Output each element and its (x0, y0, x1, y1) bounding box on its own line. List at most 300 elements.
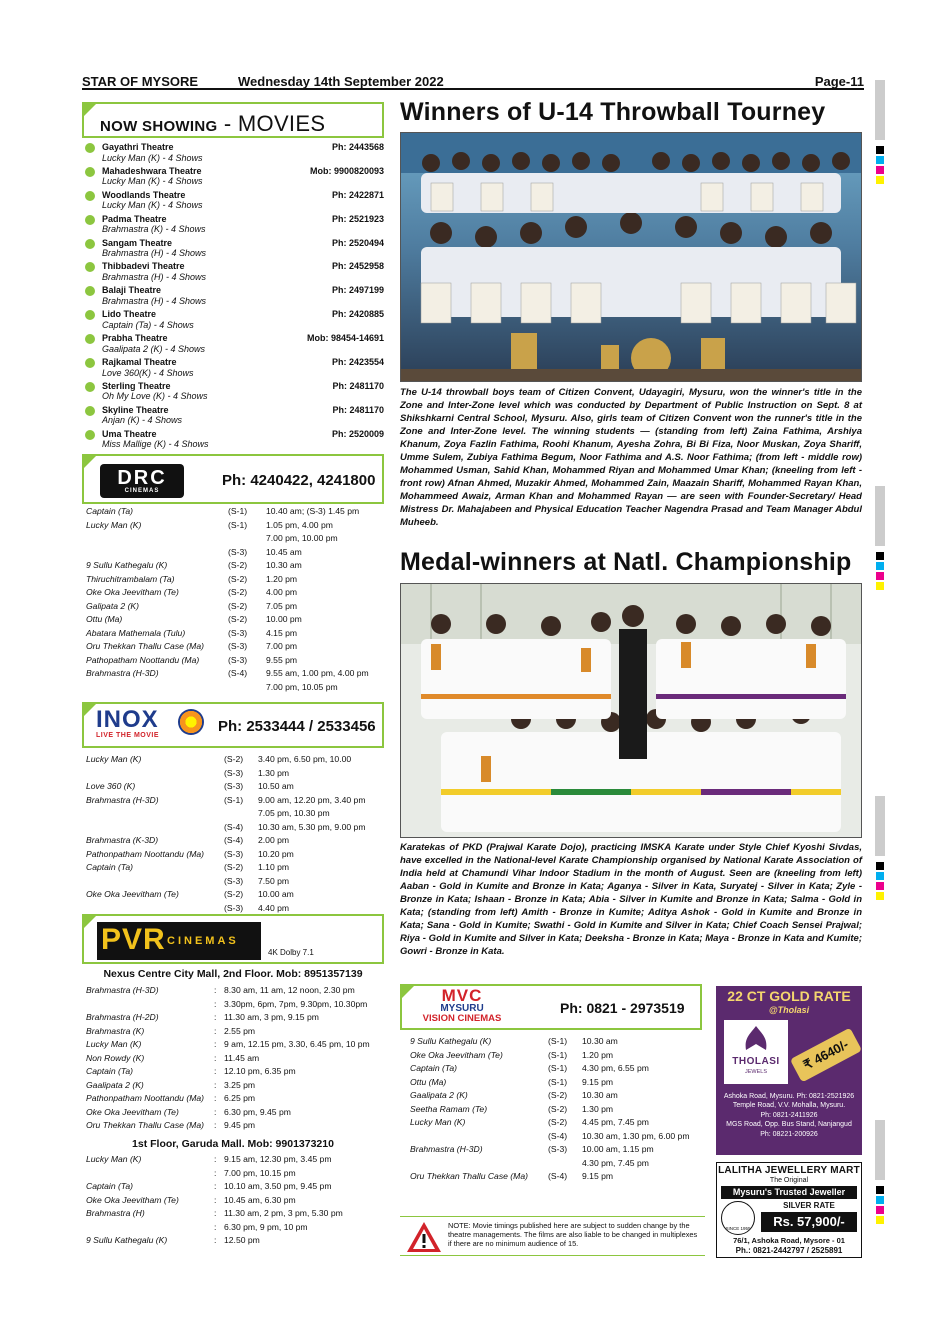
tholasi-emblem-icon (740, 1024, 772, 1054)
schedule-row (86, 600, 384, 614)
theatre-phone: Ph: 2443568 (331, 142, 384, 152)
show-times: 12.50 pm (224, 1235, 260, 1245)
registration-bar (875, 486, 885, 546)
theatre-item (82, 142, 384, 166)
schedule-row (86, 1025, 384, 1039)
separator-colon: : (214, 1221, 217, 1232)
film-title: Pathopatham Noottandu (Ma) (86, 654, 200, 665)
separator-colon: : (214, 1154, 217, 1164)
theatre-name: Balaji Theatre (102, 285, 162, 296)
show-times: 3.40 pm, 6.50 pm, 10.00 (258, 754, 352, 764)
theatre-phone: Ph: 2422871 (331, 189, 384, 200)
theatre-item (82, 214, 384, 238)
film-title: Brahmastra (H-3D) (410, 1144, 483, 1154)
show-times: 4.00 pm (266, 587, 298, 597)
show-times: 3.30pm, 6pm, 7pm, 9.30pm, 10.30pm (224, 998, 368, 1009)
issue-date: Wednesday 14th September 2022 (238, 74, 444, 89)
drc-logo: DRC CINEMAS (100, 464, 184, 498)
pvr-venue-garuda: 1st Floor, Garuda Mall. Mob: 9901373210 (132, 1138, 334, 1150)
film-title: Thiruchitrambalam (Ta) (86, 573, 175, 584)
schedule-row (86, 640, 384, 654)
pvr-logo: PVR CINEMAS (97, 922, 261, 960)
theatre-item (82, 309, 384, 333)
schedule-row (86, 1167, 384, 1181)
theatre-name: Thibbadevi Theatre (102, 261, 185, 272)
gold-rate-title: 22 CT GOLD RATE (727, 988, 851, 1004)
show-times: 10.00 am (258, 889, 294, 899)
karate-medalists-photo (401, 584, 862, 838)
film-title: Captain (Ta) (86, 862, 133, 872)
separator-colon: : (214, 1052, 217, 1063)
theatre-phone: Ph: 2420885 (331, 309, 384, 320)
show-times: 9.45 pm (224, 1120, 256, 1130)
bullet-icon (85, 310, 95, 320)
show-times: 1.20 pm (582, 1049, 614, 1060)
screen-number: (S-1) (228, 519, 248, 530)
film-title: Oke Oka Jeevitham (Te) (86, 889, 179, 899)
show-times: 10.00 pm (266, 614, 302, 624)
show-times: 7.00 pm, 10.15 pm (224, 1167, 296, 1178)
inox-schedule (86, 753, 384, 915)
screen-number: (S-2) (228, 600, 248, 611)
theatre-shows: Miss Mallige (K) - 4 Shows (102, 439, 209, 450)
show-times: 1.30 pm (258, 767, 290, 778)
schedule-row (86, 1092, 384, 1106)
separator-colon: : (214, 1181, 217, 1191)
schedule-row (86, 1079, 384, 1093)
show-times: 9.55 am, 1.00 pm, 4.00 pm (266, 668, 369, 678)
schedule-row (86, 1052, 384, 1066)
show-times: 11.30 am, 3 pm, 9.15 pm (224, 1012, 319, 1022)
silver-rate-label: SILVER RATE (783, 1201, 835, 1210)
timing-note (400, 1216, 705, 1256)
bullet-icon (85, 382, 95, 392)
film-title: Captain (Ta) (86, 506, 133, 516)
film-title: Non Rowdy (K) (86, 1052, 145, 1063)
screen-number: (S-1) (228, 506, 248, 516)
show-times: 10.30 am, 5.30 pm, 9.00 pm (258, 821, 366, 832)
theatre-shows: Captain (Ta) - 4 Shows (102, 319, 194, 330)
theatre-phone: Ph: 2481170 (332, 380, 384, 391)
schedule-row (86, 888, 384, 902)
schedule-row (86, 848, 384, 862)
schedule-row (86, 834, 384, 848)
show-times: 1.20 pm (266, 573, 298, 584)
show-times: 10.40 am; (S-3) 1.45 pm (266, 506, 360, 516)
bullet-icon (85, 358, 95, 368)
theatre-shows: Lucky Man (K) - 4 Shows (102, 200, 203, 211)
story2-headline: Medal-winners at Natl. Championship (400, 548, 852, 576)
page-number: Page-11 (814, 74, 864, 89)
film-title: Oke Oka Jeevitham (Te) (410, 1049, 503, 1060)
show-times: 9.55 pm (266, 654, 298, 665)
show-times: 7.00 pm, 10.00 pm (266, 533, 338, 543)
theatre-shows: Lucky Man (K) - 4 Shows (102, 176, 203, 187)
schedule-row (86, 794, 384, 808)
schedule-row (86, 821, 384, 835)
theatre-name: Uma Theatre (102, 428, 157, 439)
separator-colon: : (214, 1208, 217, 1218)
theatre-item (82, 429, 384, 453)
schedule-row (86, 532, 384, 546)
show-times: 9.15 am, 12.30 pm, 3.45 pm (224, 1154, 332, 1164)
gold-price-tag: ₹ 4640/- (790, 1028, 862, 1083)
screen-number: (S-3) (228, 641, 248, 651)
theatre-shows: Brahmastra (H) - 4 Shows (102, 295, 207, 306)
theatre-item (82, 333, 384, 357)
film-title: Abatara Mathemala (Tulu) (86, 627, 186, 638)
story1-caption: The U-14 throwball boys team of Citizen Convent, Udayagiri, Mysuru, won the winner's title in the Zone and Inter-Zone level which was conducted by Department of Public Instruction on Sept. 8 at Shikshkarni Central School, Mysuru. Also, girls team of Citizen Convent won the runner's title in the Zone and Inter-Zone level. The winning students — (standing from left) Zaina Fathima, Arshiya Khanum, Zoya Fazlin Fathima, Roohi Khanum, Ayesha Zohra, Bi Bi Fiza, Noor Muskan, Zoya Shariff, Umme Sulem, Zubiya Fathima Begum, Noor Fathima and A.S. Noor Fathima; (from left - middle row) Mohammed Usman, Sahid Khan, Mohammed Riyan and Mohammed Umar Khan; (kneeling from left - front row) Afnan Ahmed, Muzakir Ahmed, Mohammed Zain, Maazain Shariff, Mohammed Rayan Khan, Mohammeed Awaiz, Arman Khan and Mohammed Rayan — are seen with Founder-Secretary/ Head Mistress Dr. Mahajabeen and Physical Education Teacher Nagendra Prasad and Team Manager Abdul Muheeb. (400, 387, 862, 528)
theatre-name: Padma Theatre (102, 213, 167, 224)
separator-colon: : (214, 1167, 217, 1178)
film-title: Brahmastra (H-3D) (86, 985, 159, 995)
schedule-row (86, 875, 384, 889)
show-times: 6.25 pm (224, 1093, 256, 1103)
film-title: 9 Sullu Kathegalu (K) (86, 560, 168, 570)
theatre-item (82, 285, 384, 309)
film-title: Lucky Man (K) (86, 519, 142, 530)
film-title: Oke Oka Jeevitham (Te) (86, 587, 179, 597)
separator-colon: : (214, 1025, 217, 1036)
film-title: Oru Thekkan Thallu Case (Ma) (86, 641, 204, 651)
theatre-item (82, 381, 384, 405)
story1-photo (400, 132, 862, 382)
theatre-name: Rajkamal Theatre (102, 357, 177, 368)
screen-number: (S-4) (224, 821, 244, 832)
show-times: 1.10 pm (258, 862, 290, 872)
screen-number: (S-1) (548, 1036, 568, 1046)
film-title: Oru Thekkan Thallu Case (Ma) (86, 1120, 204, 1130)
mvc-phone: Ph: 0821 - 2973519 (560, 1000, 685, 1016)
bullet-icon (85, 286, 95, 296)
screen-number: (S-2) (224, 889, 244, 899)
screen-number: (S-4) (548, 1171, 568, 1181)
screen-number: (S-1) (548, 1076, 568, 1087)
film-title: Captain (Ta) (86, 1066, 133, 1076)
separator-colon: : (214, 1194, 217, 1205)
schedule-row (86, 1038, 384, 1052)
film-title: Brahmastra (H-3D) (86, 668, 159, 678)
story2-photo (400, 583, 862, 838)
bullet-icon (85, 143, 95, 153)
theatre-name: Lido Theatre (102, 309, 157, 320)
tholasi-logo: THOLASI JEWELS (724, 1020, 788, 1084)
gold-rate-ad (716, 986, 862, 1155)
movies-label: MOVIES (237, 111, 326, 136)
show-times: 10.30 am, 1.30 pm, 6.00 pm (582, 1130, 690, 1141)
show-times: 10.50 am (258, 781, 294, 791)
film-title: Brahmastra (H-2D) (86, 1012, 159, 1022)
show-times: 3.25 pm (224, 1079, 256, 1090)
screen-number: (S-2) (224, 754, 244, 764)
show-times: 11.45 am (224, 1052, 260, 1063)
show-times: 4.30 pm, 6.55 pm (582, 1063, 649, 1073)
screen-number: (S-2) (548, 1117, 568, 1127)
story2-caption: Karatekas of PKD (Prajwal Karate Dojo), practicing IMSKA Karate under Style Chief Kyoshi Sivdas, have excelled in the National-level Karate Championship organised by National Karate Association of India held at Chamundi Vihar Indoor Stadium in the month of August. Seen are (kneeling from left) Aaban - Gold in Kumite and Bronze in Kata; Aganya - Silver in Kata, Suryatej - Silver in Kata; Zyle - Bronze in Kata; Ishaan - Bronze in Kata; Abia - Silver in Kumite and Bronze in Kata; Salma - Gold in Kata; (standing from left) Amith - Bronze in Kumite; Aditya Ashok - Gold in Kumite and Bronze in Kata; Sana - Gold in Kumite; Swathi - Gold in Kumite and Silver in Kata; Chief Coach Sensei Prajwal; Riya - Gold in Kumite and Silver in Kata; Deeksha - Bronze in Kata; Maya - Bronze in Kata and Kumite; Gowri - Bronze in Kata. (400, 842, 862, 957)
separator-colon: : (214, 1235, 217, 1245)
theatre-phone: Ph: 2497199 (331, 285, 384, 296)
film-title: Captain (Ta) (86, 1181, 133, 1191)
screen-number: (S-3) (228, 654, 248, 665)
pvr-schedule-nexus (86, 984, 384, 1133)
show-times: 6.30 pm, 9.45 pm (224, 1106, 291, 1117)
bullet-icon (85, 262, 95, 272)
lalitha-phone: Ph.: 0821-2442797 / 2525891 (735, 1246, 843, 1255)
schedule-row (86, 902, 384, 916)
screen-number: (S-3) (548, 1144, 568, 1154)
show-times: 1.05 pm, 4.00 pm (266, 519, 333, 530)
schedule-row (86, 1180, 384, 1194)
pvr-schedule-garuda (86, 1153, 384, 1248)
film-title: Oke Oka Jeevitham (Te) (86, 1194, 179, 1205)
bullet-icon (85, 167, 95, 177)
show-times: 2.00 pm (258, 835, 290, 845)
theatre-name: Prabha Theatre (102, 333, 168, 344)
screen-number: (S-4) (548, 1130, 568, 1141)
screen-number: (S-2) (228, 614, 248, 624)
film-title: Captain (Ta) (410, 1063, 457, 1073)
schedule-row (410, 1076, 702, 1090)
schedule-row (410, 1157, 702, 1171)
lalitha-title: LALITHA JEWELLERY MART (718, 1165, 860, 1176)
schedule-row (86, 984, 384, 998)
film-title: Ottu (Ma) (86, 614, 123, 624)
show-times: 7.00 pm (266, 641, 298, 651)
separator-colon: : (214, 985, 217, 995)
schedule-row (86, 767, 384, 781)
throwball-team-photo (401, 133, 862, 382)
mvc-logo: MVC MYSURU VISION CINEMAS (422, 986, 502, 1024)
show-times: 12.10 pm, 6.35 pm (224, 1066, 296, 1076)
mvc-schedule (410, 1035, 702, 1184)
theatre-shows: Brahmastra (H) - 4 Shows (102, 248, 207, 259)
inox-phone: Ph: 2533444 / 2533456 (218, 718, 376, 735)
schedule-row (86, 753, 384, 767)
film-title: Brahmastra (K-3D) (86, 835, 159, 845)
schedule-row (86, 861, 384, 875)
story1-headline: Winners of U-14 Throwball Tourney (400, 98, 826, 126)
theatre-name: Gayathri Theatre (102, 142, 174, 152)
separator-colon: : (214, 1079, 217, 1090)
schedule-row (86, 667, 384, 681)
theatre-shows: Brahmastra (H) - 4 Shows (102, 271, 207, 282)
theatre-name: Mahadeshwara Theatre (102, 165, 202, 176)
separator-colon: : (214, 1106, 217, 1117)
show-times: 10.30 am (266, 560, 302, 570)
schedule-row (410, 1143, 702, 1157)
theatre-phone: Ph: 2452958 (331, 261, 384, 272)
schedule-row (86, 807, 384, 821)
show-times: 2.55 pm (224, 1025, 256, 1036)
show-times: 4.15 pm (266, 627, 298, 638)
theatre-phone: Ph: 2521923 (331, 213, 384, 224)
film-title: 9 Sullu Kathegalu (K) (86, 1235, 168, 1245)
schedule-row (86, 1194, 384, 1208)
schedule-row (86, 1207, 384, 1221)
schedule-row (410, 1035, 702, 1049)
theatre-item (82, 166, 384, 190)
schedule-row (86, 1119, 384, 1133)
theatre-item (82, 190, 384, 214)
schedule-row (86, 505, 384, 519)
registration-bar (875, 80, 885, 140)
film-title: Brahmastra (H) (86, 1208, 145, 1218)
schedule-row (86, 780, 384, 794)
schedule-row (86, 546, 384, 560)
film-title: Ottu (Ma) (410, 1076, 447, 1087)
screen-number: (S-3) (224, 902, 244, 913)
schedule-row (410, 1089, 702, 1103)
theatre-shows: Anjan (K) - 4 Shows (102, 415, 183, 426)
timing-note-text: NOTE: Movie timings published here are subject to sudden change by the theatre managements. The films are also liable to be changed in multiplexes if there are no minimum audience of 15. (448, 1221, 698, 1248)
separator-colon: : (214, 998, 217, 1009)
schedule-row (86, 1106, 384, 1120)
schedule-row (86, 1065, 384, 1079)
schedule-row (86, 1153, 384, 1167)
theatre-name: Sangam Theatre (102, 237, 173, 248)
schedule-row (86, 519, 384, 533)
theatre-list (82, 142, 384, 453)
paper-name: STAR OF MYSORE (82, 74, 199, 89)
schedule-row (86, 654, 384, 668)
show-times: 10.00 am, 1.15 pm (582, 1144, 654, 1154)
theatre-shows: Love 360(K) - 4 Shows (102, 367, 194, 378)
bullet-icon (85, 430, 95, 440)
film-title: Lucky Man (K) (410, 1117, 466, 1127)
screen-number: (S-2) (548, 1090, 568, 1100)
screen-number: (S-2) (228, 573, 248, 584)
show-times: 10.30 am (582, 1090, 618, 1100)
theatre-name: Woodlands Theatre (102, 189, 186, 200)
separator-colon: : (214, 1093, 217, 1103)
film-title: 9 Sullu Kathegalu (K) (410, 1036, 492, 1046)
show-times: 7.00 pm, 10.05 pm (266, 681, 338, 692)
bullet-icon (85, 239, 95, 249)
schedule-row (86, 613, 384, 627)
masthead (82, 72, 864, 90)
gold-rate-at: @Tholasi (768, 1005, 810, 1015)
theatre-phone: Mob: 9900820093 (309, 165, 384, 176)
show-times: 10.45 am, 6.30 pm (224, 1194, 296, 1205)
bullet-icon (85, 215, 95, 225)
separator-colon: : (214, 1066, 217, 1076)
separator-colon: : (214, 1039, 217, 1049)
lalitha-logo: SINCE 1955 (721, 1201, 755, 1235)
schedule-row (86, 586, 384, 600)
film-title: Brahmastra (K) (86, 1025, 145, 1036)
theatre-name: Sterling Theatre (102, 380, 171, 391)
screen-number: (S-4) (228, 668, 248, 678)
silver-rate-ad (716, 1162, 862, 1258)
theatre-shows: Lucky Man (K) - 4 Shows (102, 152, 203, 163)
screen-number: (S-4) (224, 835, 244, 845)
show-times: 7.50 pm (258, 875, 290, 886)
screen-number: (S-2) (228, 587, 248, 597)
film-title: Gaalipata 2 (K) (410, 1090, 468, 1100)
pvr-dolby-note: 4K Dolby 7.1 (268, 948, 314, 957)
show-times: 7.05 pm (266, 600, 298, 611)
show-times: 6.30 pm, 9 pm, 10 pm (224, 1221, 308, 1232)
show-times: 10.20 pm (258, 848, 294, 859)
film-title: Oru Thekkan Thallu Case (Ma) (410, 1171, 528, 1181)
film-title: Lucky Man (K) (86, 1154, 142, 1164)
theatre-phone: Mob: 98454-14691 (306, 333, 384, 344)
schedule-row (410, 1062, 702, 1076)
schedule-row (86, 681, 384, 695)
show-times: 4.30 pm, 7.45 pm (582, 1157, 649, 1168)
screen-number: (S-3) (224, 781, 244, 791)
film-title: Galipata 2 (K) (86, 600, 140, 611)
show-times: 10.45 am (266, 546, 302, 557)
theatre-item (82, 357, 384, 381)
bullet-icon (85, 191, 95, 201)
film-title: Pathonpatham Noottandu (Ma) (86, 848, 204, 859)
schedule-row (410, 1130, 702, 1144)
show-times: 1.30 pm (582, 1103, 614, 1114)
lalitha-sub: The Original (769, 1177, 809, 1184)
film-title: Brahmastra (H-3D) (86, 794, 159, 805)
screen-number: (S-3) (224, 848, 244, 859)
show-times: 10.30 am (582, 1036, 618, 1046)
screen-number: (S-1) (548, 1049, 568, 1060)
show-times: 9.15 pm (582, 1171, 614, 1181)
theatre-shows: Brahmastra (K) - 4 Shows (102, 224, 206, 235)
inox-logo-mark (178, 709, 204, 735)
separator-colon: : (214, 1120, 217, 1130)
show-times: 8.30 am, 11 am, 12 noon, 2.30 pm (224, 985, 355, 995)
tholasi-addresses: Ashoka Road, Mysuru. Ph: 0821-2521926 Temple Road, V.V. Mohalla, Mysuru. Ph: 0821-2411926 MGS Road, Opp. Bus Stand, Nanjangud Ph: 08221-200926 (723, 1093, 855, 1138)
show-times: 9.00 am, 12.20 pm, 3.40 pm (258, 794, 366, 805)
screen-number: (S-3) (228, 546, 248, 557)
screen-number: (S-2) (228, 560, 248, 570)
schedule-row (86, 998, 384, 1012)
screen-number: (S-3) (224, 875, 244, 886)
theatre-phone: Ph: 2481170 (332, 404, 384, 415)
bullet-icon (85, 406, 95, 416)
registration-bar (875, 796, 885, 856)
theatre-shows: Gaalipata 2 (K) - 4 Shows (102, 343, 206, 354)
registration-bar (875, 1120, 885, 1180)
theatre-item (82, 238, 384, 262)
film-title: Love 360 (K) (86, 781, 136, 791)
inox-logo: INOX LIVE THE MOVIE (96, 706, 160, 739)
schedule-row (86, 627, 384, 641)
show-times: 7.05 pm, 10.30 pm (258, 808, 330, 818)
film-title: Seetha Ramam (Te) (410, 1103, 488, 1114)
theatre-name: Skyline Theatre (102, 404, 169, 415)
schedule-row (86, 1221, 384, 1235)
bullet-icon (85, 334, 95, 344)
separator-colon: : (214, 1012, 217, 1022)
film-title: Oke Oka Jeevitham (Te) (86, 1106, 179, 1117)
show-times: 10.10 am, 3.50 pm, 9.45 pm (224, 1181, 332, 1191)
schedule-row (86, 1234, 384, 1248)
drc-phone: Ph: 4240422, 4241800 (222, 472, 376, 489)
theatre-item (82, 405, 384, 429)
screen-number: (S-1) (224, 794, 244, 805)
schedule-row (410, 1049, 702, 1063)
now-showing-label: NOW SHOWING (100, 118, 218, 135)
screen-number: (S-3) (224, 767, 244, 778)
show-times: 11.30 am, 2 pm, 3 pm, 5.30 pm (224, 1208, 343, 1218)
schedule-row (410, 1103, 702, 1117)
screen-number: (S-3) (228, 627, 248, 638)
schedule-row (86, 1011, 384, 1025)
theatre-shows: Oh My Love (K) - 4 Shows (102, 391, 208, 402)
schedule-row (410, 1170, 702, 1184)
theatre-phone: Ph: 2423554 (331, 357, 384, 368)
drc-schedule (86, 505, 384, 694)
